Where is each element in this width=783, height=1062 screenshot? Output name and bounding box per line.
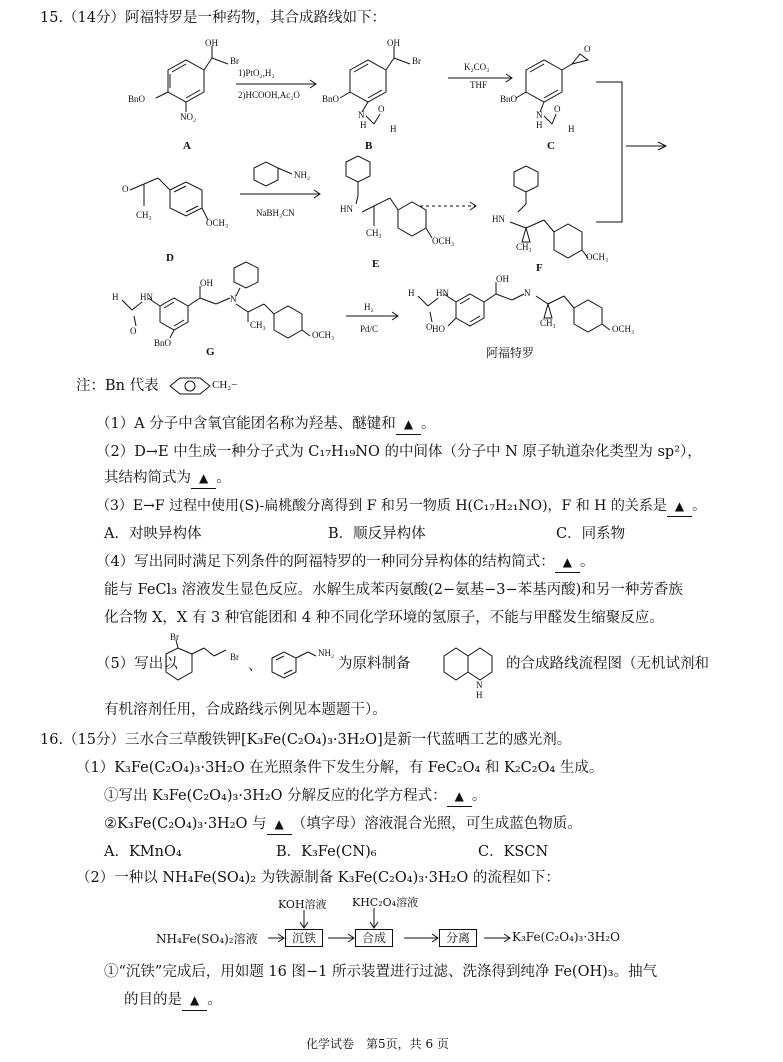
label-e: E — [372, 258, 380, 270]
label-g: G — [206, 346, 215, 358]
note: 注：Bn 代表 — [76, 378, 159, 394]
q16-option-c: C．KSCN — [478, 844, 549, 860]
label-b: B — [365, 140, 373, 152]
q15-option-c: C．同系物 — [556, 526, 626, 542]
label-c: C — [547, 140, 555, 152]
q15-part5-line2: 有机溶剂任用，合成路线示例见本题题干）。 — [104, 702, 387, 718]
q16-part1a: ①写出 K₃Fe(C₂O₄)₃·3H₂O 分解反应的化学方程式： ▲ 。 — [104, 786, 486, 807]
label-a: A — [183, 140, 191, 152]
q15-part4c: 化合物 X，X 有 3 种官能团和 4 种不同化学环境的氢原子，不能与甲醛发生缩聚反应。 — [104, 610, 664, 626]
q16-part1b: ②K₃Fe(C₂O₄)₃·3H₂O 与 ▲ （填字母）溶液混合光照，可生成蓝色物质。 — [104, 814, 582, 835]
flow-step-precipitate: 沉铁 — [285, 929, 323, 947]
q15-part5-mid: 为原料制备 — [338, 656, 411, 672]
q16-part2a: ①“沉铁”完成后，用如题 16 图−1 所示装置进行过滤、洗涤得到纯净 Fe(OH)₃。抽气 — [104, 964, 658, 980]
q15-option-b: B．顺反异构体 — [328, 526, 426, 542]
label-f: F — [536, 262, 543, 274]
q16-part2b: 的目的是 ▲ 。 — [124, 990, 222, 1011]
page-footer: 化学试卷 第5页，共 6 页 — [306, 1037, 449, 1051]
flow-start: NH₄Fe(SO₄)₂溶液 — [156, 932, 258, 946]
q15-part4b: 能与 FeCl₃ 溶液发生显色反应。水解生成苯丙氨酸(2−氨基−3−苯基丙酸)和另一种芳香族 — [104, 582, 683, 598]
q15-part5-sep: 、 — [248, 658, 263, 674]
flow-arrows — [0, 0, 1, 1]
q15-part3: （3）E→F 过程中使用(S)-扁桃酸分离得到 F 和另一物质 H(C₁₇H₂₁NO)，F 和 H 的关系是 ▲ 。 — [96, 496, 706, 517]
flow-reagent-khc2o4: KHC₂O₄溶液 — [352, 896, 419, 909]
q15-part5-suffix: 的合成路线流程图（无机试剂和 — [506, 656, 709, 672]
flow-reagent-koh: KOH溶液 — [278, 898, 327, 911]
label-final: 阿福特罗 — [486, 346, 535, 360]
flow-end: K₃Fe(C₂O₄)₃·3H₂O — [512, 930, 620, 944]
flow-step-separate: 分离 — [439, 929, 477, 947]
q15-part5-prefix: （5）写出以 — [96, 656, 178, 672]
q15-part4a: （4）写出同时满足下列条件的阿福特罗的一种同分异构体的结构简式： ▲ 。 — [96, 552, 594, 573]
q16-part1: （1）K₃Fe(C₂O₄)₃·3H₂O 在光照条件下发生分解，有 FeC₂O₄ 和 K₂C₂O₄ 生成。 — [76, 760, 604, 776]
q15-part2a: （2）D→E 中生成一种分子式为 C₁₇H₁₉NO 的中间体（分子中 N 原子轨道杂化类型为 sp²）， — [96, 444, 702, 460]
q15-part1: （1）A 分子中含氧官能团名称为羟基、醚键和 ▲ 。 — [96, 414, 436, 435]
flow-step-synthesis: 合成 — [355, 929, 393, 947]
q16-header: 16.（15分）三水合三草酸铁钾[K₃Fe(C₂O₄)₃·3H₂O]是新一代蓝晒工艺的感光剂。 — [40, 732, 572, 748]
q16-part2: （2）一种以 NH₄Fe(SO₄)₂ 为铁源制备 K₃Fe(C₂O₄)₃·3H₂O 的流程如下： — [76, 870, 560, 886]
q15-part2b: 其结构简式为 ▲ 。 — [104, 468, 231, 489]
label-d: D — [166, 252, 174, 264]
q16-option-b: B．K₃Fe(CN)₆ — [276, 844, 377, 860]
q15-header: 15.（14分）阿福特罗是一种药物，其合成路线如下： — [40, 10, 387, 26]
q15-option-a: A．对映异构体 — [104, 526, 202, 542]
q16-option-a: A．KMnO₄ — [104, 844, 182, 860]
